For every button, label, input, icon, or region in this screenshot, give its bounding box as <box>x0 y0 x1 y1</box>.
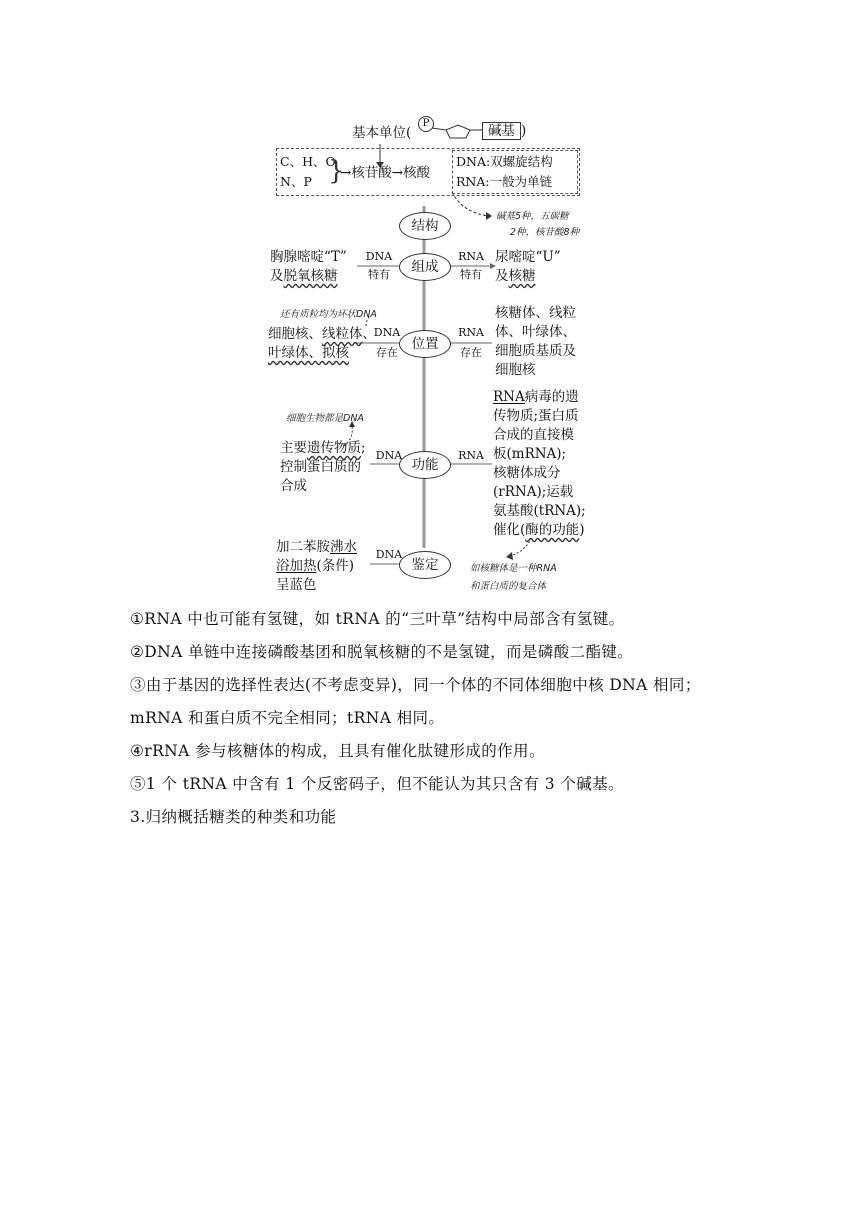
func-right-line2: 传物质;蛋白质 <box>493 408 579 424</box>
loc-rna-sub: 存在 <box>460 346 482 359</box>
func-left-line1 <box>280 439 366 458</box>
func-right-line4: 板(mRNA); <box>493 446 567 462</box>
loc-right-line1: 核糖体、线粒 <box>495 305 576 321</box>
basic-unit-label <box>352 124 411 143</box>
ident-note-arrow <box>510 538 532 556</box>
elements-line2: N、P <box>280 174 312 189</box>
base-box-wrap <box>482 122 526 141</box>
dna-structure: DNA:双螺旋结构 <box>456 154 553 169</box>
func-rna-virus: RNA <box>493 389 525 405</box>
func-rna-virus-rest: 病毒的遗 <box>524 389 579 405</box>
note-4: ④rRNA 参与核糖体的构成，且具有催化肽键形成的作用。 <box>130 742 545 760</box>
ident-condition: (条件) <box>316 558 355 574</box>
func-catalysis: 催化( <box>493 522 526 538</box>
func-right-line3: 合成的直接模 <box>493 427 574 443</box>
comp-dna-label: DNA <box>365 250 393 263</box>
comp-right-and: 及 <box>495 268 509 284</box>
func-main: 主要 <box>280 440 307 456</box>
loc-dna-sub: 存在 <box>376 346 398 359</box>
rna-structure: RNA:一般为单链 <box>456 174 553 189</box>
loc-left-line1 <box>268 325 376 344</box>
loc-rna-label: RNA <box>458 326 484 339</box>
loc-right-line3: 细胞质基质及 <box>495 343 576 359</box>
loc-left-line2 <box>268 344 349 363</box>
comp-dna-sub: 特有 <box>368 268 390 281</box>
nucleotide-chain: →核苷酸→核酸 <box>340 165 431 181</box>
loc-chloroplast-nucleoid: 叶绿体、拟核 <box>268 345 349 361</box>
loc-mitochondria: 线粒体 <box>322 326 363 342</box>
ident-dna-label: DNA <box>375 548 403 561</box>
comp-deoxyribose: 脱氧核糖 <box>283 268 338 284</box>
notes-section <box>130 603 770 834</box>
func-dna-label: DNA <box>375 449 403 462</box>
comp-left-line2 <box>270 267 338 286</box>
nucleic-acid-concept-map <box>262 108 592 598</box>
elements-line1: C、H、O <box>280 154 336 169</box>
func-left-line3: 合成 <box>280 478 307 494</box>
func-left-line2: 控制蛋白质的 <box>280 459 361 475</box>
func-genetic-material: 遗传物质 <box>307 440 361 456</box>
basic-unit-suffix: ) <box>521 123 527 139</box>
ident-left-line3: 呈蓝色 <box>276 577 317 593</box>
phosphate-icon <box>418 116 434 132</box>
note-2: ②DNA 单链中连接磷酸基团和脱氧核糖的不是氢键，而是磷酸二酯键。 <box>130 643 634 661</box>
func-right-line6: (rRNA);运载 <box>493 484 574 500</box>
loc-dna-label: DNA <box>373 326 401 339</box>
comp-ribose: 核糖 <box>508 268 536 284</box>
node-composition: 组成 <box>399 253 451 281</box>
node-function: 功能 <box>399 451 451 479</box>
note-5: ⑤1 个 tRNA 中含有 1 个反密码子，但不能认为其只含有 3 个碱基。 <box>130 775 624 793</box>
phosphate-bond <box>432 128 446 130</box>
ident-left-line1 <box>276 538 357 557</box>
loc-right-line2: 体、叶绿体、 <box>495 324 576 340</box>
node-structure: 结构 <box>399 212 451 240</box>
handnote-bases-2: 2种，核苷酸8种 <box>510 227 580 238</box>
func-close: ) <box>579 522 585 538</box>
node-location: 位置 <box>399 330 451 358</box>
func-right-line5: 核糖体成分 <box>493 465 561 481</box>
func-right-line1 <box>493 388 579 407</box>
ident-left-line2 <box>276 557 354 576</box>
loc-right-line4: 细胞核 <box>495 362 536 378</box>
ident-boiling: 沸水 <box>330 539 357 555</box>
ident-diphenylamine: 加二苯胺 <box>276 539 330 555</box>
note-3-continued: mRNA 和蛋白质不完全相同；tRNA 相同。 <box>130 709 445 727</box>
note-1: ①RNA 中也可能有氢键，如 tRNA 的“三叶草”结构中局部含有氢键。 <box>130 610 625 628</box>
loc-sep: 、 <box>362 326 376 342</box>
comp-rna-sub: 特有 <box>460 268 482 281</box>
comp-left-line1: 胸腺嘧啶“T” <box>270 249 347 265</box>
comp-rna-label: RNA <box>458 250 484 263</box>
func-right-line8 <box>493 521 585 540</box>
ident-note-arrow-head <box>506 552 513 560</box>
func-rna-label: RNA <box>458 449 484 462</box>
brace-icon: } <box>328 156 345 186</box>
func-sep: ; <box>361 440 366 456</box>
loc-nucleus: 细胞核、 <box>268 326 322 342</box>
ident-bath: 浴加热 <box>276 558 317 574</box>
base-box: 碱基 <box>482 122 521 140</box>
func-right-line7: 氨基酸(tRNA); <box>493 503 586 519</box>
comp-left-and: 及 <box>270 268 284 284</box>
node-identification: 鉴定 <box>399 551 451 579</box>
handnote-cellular-dna: 细胞生物都是DNA <box>286 413 364 424</box>
note-arrow-top-head <box>486 212 492 220</box>
handnote-ribosome-2: 和蛋白质的复合体 <box>470 581 547 592</box>
pentose-icon <box>446 125 470 138</box>
note-3: ③由于基因的选择性表达(不考虑变异)，同一个体的不同体细胞中核 DNA 相同； <box>130 676 701 694</box>
section-heading-sugars: 3.归纳概括糖类的种类和功能 <box>130 808 337 826</box>
comp-right-line2 <box>495 267 536 286</box>
phosphate-letter: P <box>422 118 430 129</box>
func-enzyme: 酶的功能 <box>525 522 580 538</box>
comp-right-line1: 尿嘧啶“U” <box>495 249 561 265</box>
handnote-ribosome-1: 如核糖体是一种RNA <box>470 563 557 574</box>
handnote-bases-1: 碱基5种，五碳糖 <box>496 211 569 222</box>
handnote-plasmid: 还有质粒均为环状DNA <box>280 309 377 320</box>
basic-unit-prefix: 基本单位( <box>352 125 412 141</box>
